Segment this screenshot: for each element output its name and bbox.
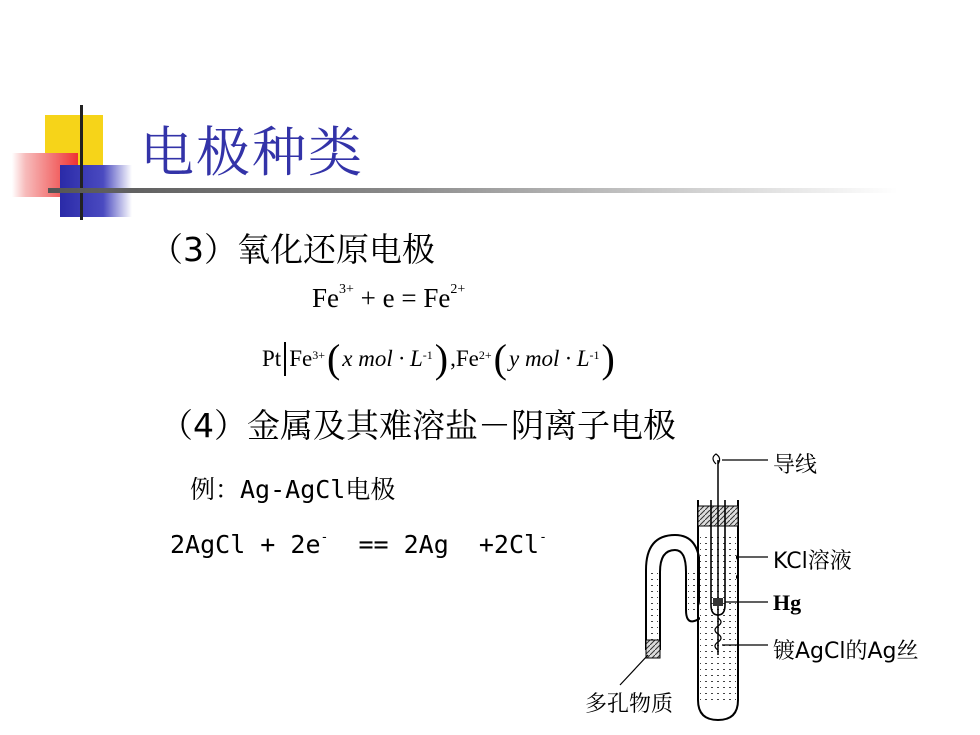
eq2-fe1-charge: 3+: [312, 347, 325, 362]
paren-open-1: (: [326, 336, 341, 381]
eq2-y-conc: y mol · L: [508, 346, 590, 371]
eq2-fe2-charge: 2+: [478, 347, 492, 362]
eq1-lhs-charge: 3+: [339, 282, 354, 297]
cell-notation: [262, 336, 617, 381]
mercury-drop: [713, 598, 723, 606]
section4-heading: （4）金属及其难溶盐－阴离子电极: [160, 406, 676, 445]
eq2-fe1: Fe: [289, 346, 313, 371]
eq1-middle: + e =: [353, 283, 424, 313]
phase-boundary: [284, 342, 286, 376]
label-hg: Hg: [773, 590, 802, 615]
reaction-part2: == 2Ag +2Cl: [328, 530, 540, 559]
title-underline: [48, 188, 898, 193]
electrode-reaction: [170, 530, 547, 559]
eq2-pt: Pt: [262, 346, 282, 371]
label-wire: 导线: [773, 453, 818, 478]
eq2-y-exp: -1: [589, 347, 600, 362]
section3-heading: （3）氧化还原电极: [150, 230, 435, 269]
label-kcl-solution: KCl溶液: [773, 549, 852, 574]
example-label: 例：Ag-AgCl电极: [190, 475, 396, 504]
eq2-x-exp: -1: [422, 347, 433, 362]
eq2-x-conc: x mol · L: [342, 346, 423, 371]
eq1-rhs-species: Fe: [423, 283, 451, 313]
deco-vertical-line: [80, 105, 83, 220]
slide-title: 电极种类: [140, 121, 364, 184]
eq1-lhs-species: Fe: [312, 283, 339, 313]
label-porous-material: 多孔物质: [585, 692, 674, 717]
eq1-rhs-charge: 2+: [450, 282, 466, 297]
paren-open-2: (: [493, 336, 507, 381]
label-agcl-wire: 镀AgCl的Ag丝: [773, 639, 919, 664]
paren-close-2: ): [601, 336, 615, 381]
paren-close-1: ): [434, 336, 449, 381]
redox-equation: [312, 283, 465, 314]
eq2-sep: ,Fe: [450, 346, 479, 371]
reaction-e-sup: -: [320, 529, 329, 545]
reaction-cl-sup: -: [539, 529, 547, 545]
reaction-part1: 2AgCl + 2e: [170, 530, 321, 559]
